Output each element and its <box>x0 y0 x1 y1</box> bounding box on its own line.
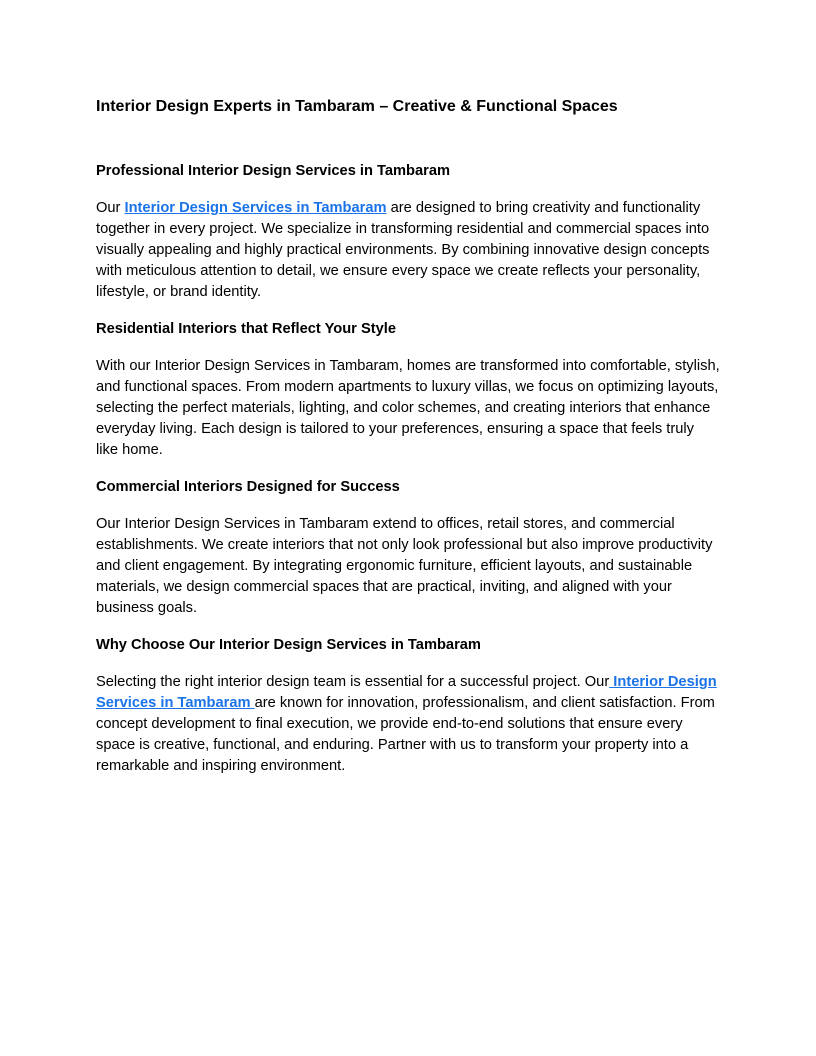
section-heading-why-choose-us: Why Choose Our Interior Design Services in Tambaram <box>96 637 481 653</box>
paragraph-text: are designed to bring creativity and functionality together in every project. We specialize in transforming residential and commercial spaces into visually appealing and highly practical environments. By combining innovative design concepts with meticulous attention to detail, we ensure every space we create reflects your personality, lifestyle, or brand identity. <box>96 200 710 300</box>
paragraph-text: With our Interior Design Services in Tambaram, homes are transformed into comfortable, stylish, and functional spaces. From modern apartments to luxury villas, we focus on optimizing layouts, selecting the perfect materials, lighting, and color schemes, and creating interiors that enhance everyday living. Each design is tailored to your preferences, ensuring a space that feels truly like home. <box>96 358 720 458</box>
section-paragraph <box>96 356 720 461</box>
section-paragraph <box>96 198 720 303</box>
paragraph-text: are known for innovation, professionalism, and client satisfaction. From concept development to final execution, we provide end-to-end solutions that ensure every space is creative, functional, and enduring. Partner with us to transform your property into a remarkable and inspiring environment. <box>96 695 715 774</box>
link-interior-design-services-tambaram[interactable]: Interior Design Services in Tambaram <box>124 200 387 216</box>
section-heading-residential-interiors: Residential Interiors that Reflect Your Style <box>96 321 396 337</box>
section-paragraph <box>96 672 720 777</box>
paragraph-text: Our <box>96 200 125 216</box>
section-paragraph <box>96 514 720 619</box>
paragraph-text: Our Interior Design Services in Tambaram extend to offices, retail stores, and commercial establishments. We create interiors that not only look professional but also improve productivity and client engagement. By integrating ergonomic furniture, efficient layouts, and sustainable materials, we design commercial spaces that are practical, inviting, and aligned with your business goals. <box>96 516 713 616</box>
document-title: Interior Design Experts in Tambaram – Creative & Functional Spaces <box>96 98 618 115</box>
section-heading-professional-services: Professional Interior Design Services in Tambaram <box>96 163 451 179</box>
link-interior-design-services-tambaram[interactable]: Interior Design Services in Tambaram <box>96 674 717 711</box>
paragraph-text: Selecting the right interior design team is essential for a successful project. Our <box>96 674 610 690</box>
section-heading-commercial-interiors: Commercial Interiors Designed for Success <box>96 479 400 495</box>
